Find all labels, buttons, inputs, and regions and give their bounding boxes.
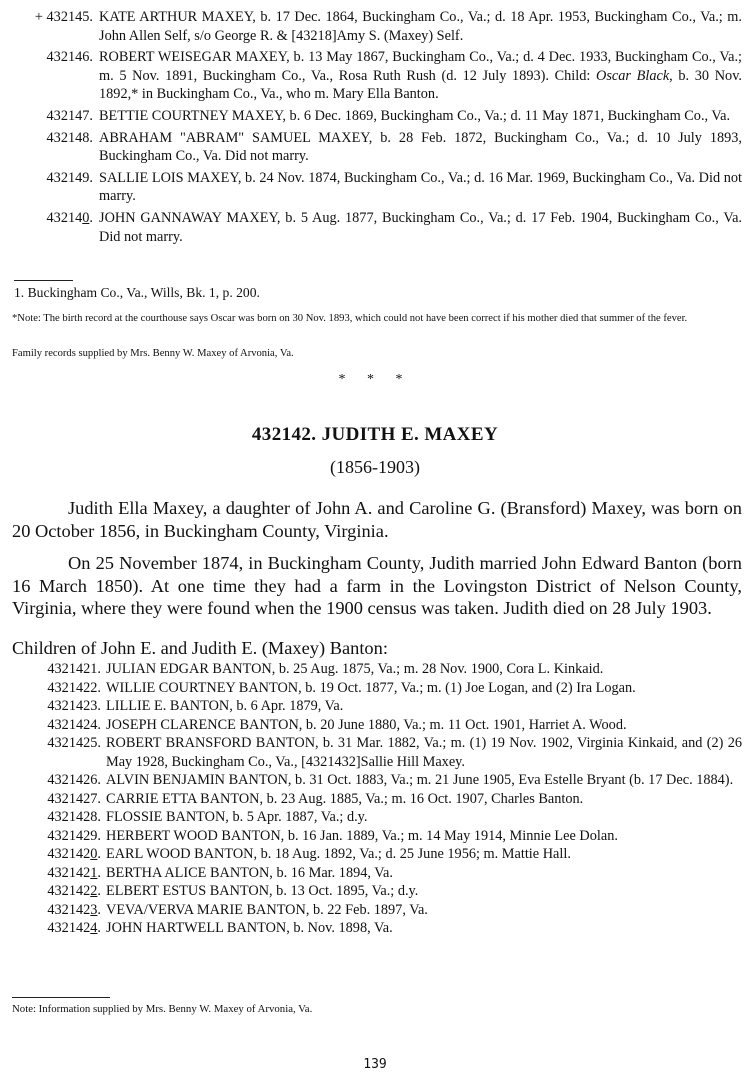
child-text: JULIAN EDGAR BANTON, b. 25 Aug. 1875, Va.; m. 28 Nov. 1900, Cora L. Kinkaid. bbox=[106, 661, 604, 677]
entry-number-end: . bbox=[89, 209, 93, 226]
entry-number-main: 43214 bbox=[46, 209, 83, 226]
list-item bbox=[12, 169, 742, 206]
list-item bbox=[12, 827, 742, 846]
child-number-end: . bbox=[97, 883, 101, 899]
entry-text-main: ROBERT WEISEGAR MAXEY, b. 13 May 1867, Buckingham Co., Va.; d. 4 Dec. 1933, Buckingham Co., Va.; m. 5 Nov. 1891, Buckingham Co., Va., Rosa Ruth Rush (d. 12 July 1893). Child: bbox=[99, 49, 742, 84]
list-item bbox=[12, 209, 742, 246]
list-item bbox=[12, 679, 742, 698]
entry-number: + 432145. bbox=[34, 9, 93, 25]
footnote-rule bbox=[14, 280, 73, 281]
child-number-underlined: 0 bbox=[90, 846, 98, 862]
child-number-end: . bbox=[97, 901, 101, 918]
child-text: WILLIE COURTNEY BANTON, b. 19 Oct. 1877, Va.; m. (1) Joe Logan, and (2) Ira Logan. bbox=[106, 679, 636, 696]
paragraph-text: Judith Ella Maxey, a daughter of John A. and Caroline G. (Bransford) Maxey, was born on 20 October 1856, in Buckingham County, Virginia. bbox=[12, 498, 742, 541]
child-name-italic: Oscar Black bbox=[596, 67, 670, 84]
child-number: 4321424. bbox=[47, 716, 101, 733]
list-item bbox=[12, 8, 742, 45]
list-item bbox=[12, 790, 742, 809]
child-number: 4321428. bbox=[47, 809, 101, 825]
child-number: 4321427. bbox=[47, 790, 101, 807]
child-number-main: 432142 bbox=[47, 901, 91, 918]
child-number: 4321423. bbox=[47, 698, 101, 714]
entry-number: 432149. bbox=[46, 169, 93, 186]
entry-number: 432148. bbox=[46, 129, 93, 146]
page-number: 139 bbox=[363, 1057, 387, 1072]
entry-number: 432147. bbox=[46, 107, 93, 124]
child-text: ALVIN BENJAMIN BANTON, b. 31 Oct. 1883, Va.; m. 21 June 1905, Eva Estelle Bryant (b. 17 Dec. 1884). bbox=[106, 772, 734, 788]
child-text: FLOSSIE BANTON, b. 5 Apr. 1887, Va.; d.y. bbox=[106, 809, 368, 825]
child-text: LILLIE E. BANTON, b. 6 Apr. 1879, Va. bbox=[106, 698, 344, 714]
list-item bbox=[12, 808, 742, 827]
children-heading: Children of John E. and Judith E. (Maxey) Banton: bbox=[12, 638, 388, 658]
children-list bbox=[12, 660, 742, 938]
child-number bbox=[12, 919, 106, 938]
entry-number-underlined: 0 bbox=[82, 209, 90, 226]
child-text: EARL WOOD BANTON, b. 18 Aug. 1892, Va.; d. 25 June 1956; m. Mattie Hall. bbox=[106, 846, 571, 862]
child-number-underlined: 4 bbox=[90, 920, 98, 936]
family-records-note: Family records supplied by Mrs. Benny W. Maxey of Arvonia, Va. bbox=[12, 348, 294, 359]
entry-text: JOHN GANNAWAY MAXEY, b. 5 Aug. 1877, Buckingham Co., Va.; d. 17 Feb. 1904, Buckingham Co., Va. Did not marry. bbox=[99, 209, 742, 245]
entry-number bbox=[12, 209, 99, 246]
paragraph bbox=[12, 552, 742, 620]
entry-number: 432146. bbox=[46, 49, 93, 66]
child-text: VEVA/VERVA MARIE BANTON, b. 22 Feb. 1897, Va. bbox=[106, 901, 428, 918]
child-number: 4321429. bbox=[47, 827, 101, 844]
child-text: JOHN HARTWELL BANTON, b. Nov. 1898, Va. bbox=[106, 920, 393, 936]
child-text: JOSEPH CLARENCE BANTON, b. 20 June 1880, Va.; m. 11 Oct. 1901, Harriet A. Wood. bbox=[106, 716, 627, 733]
footnote: Note: Information supplied by Mrs. Benny W. Maxey of Arvonia, Va. bbox=[12, 1003, 313, 1015]
child-number bbox=[12, 864, 106, 883]
child-number-underlined: 1 bbox=[90, 864, 98, 881]
child-text: ELBERT ESTUS BANTON, b. 13 Oct. 1895, Va.; d.y. bbox=[106, 883, 419, 899]
list-item bbox=[12, 845, 742, 864]
list-item bbox=[12, 919, 742, 938]
entry-text-tail: , b. 30 Nov. 1892,* in Buckingham Co., Va., who m. Mary Ella Banton. bbox=[99, 67, 742, 103]
section-heading: 432142. JUDITH E. MAXEY bbox=[251, 424, 499, 445]
child-number-main: 432142 bbox=[47, 846, 91, 862]
list-item bbox=[12, 107, 742, 126]
list-item bbox=[12, 716, 742, 735]
footnote: 1. Buckingham Co., Va., Wills, Bk. 1, p. 200. bbox=[14, 285, 260, 300]
list-item bbox=[12, 660, 742, 679]
child-number: 4321421. bbox=[47, 661, 101, 677]
child-number-end: . bbox=[97, 920, 101, 936]
child-number-underlined: 3 bbox=[90, 901, 98, 918]
entry-text: KATE ARTHUR MAXEY, b. 17 Dec. 1864, Buckingham Co., Va.; d. 18 Apr. 1953, Buckingham Co., Va.; m. John Allen Self, s/o George R. & [43218]Amy S. (Maxey) Self. bbox=[99, 9, 742, 44]
child-text: BERTHA ALICE BANTON, b. 16 Mar. 1894, Va. bbox=[106, 864, 393, 881]
list-item bbox=[12, 901, 742, 920]
child-number-main: 432142 bbox=[47, 883, 91, 899]
paragraph-text: On 25 November 1874, in Buckingham County, Judith married John Edward Banton (born 16 March 1850). At one time they had a farm in the Lovingston District of Nelson County, Virginia, where they were found when the 1900 census was taken. Judith died on 28 July 1903. bbox=[12, 553, 742, 618]
entry-text: BETTIE COURTNEY MAXEY, b. 6 Dec. 1869, Buckingham Co., Va.; d. 11 May 1871, Buckingham Co., Va. bbox=[99, 107, 731, 124]
list-item bbox=[12, 882, 742, 901]
list-item bbox=[12, 129, 742, 166]
child-number-main: 432142 bbox=[47, 920, 91, 936]
entry-text bbox=[99, 48, 742, 104]
child-number: 4321425. bbox=[47, 735, 101, 751]
child-text: ROBERT BRANSFORD BANTON, b. 31 Mar. 1882, Va.; m. (1) 19 Nov. 1902, Virginia Kinkaid, and (2) 26 May 1928, Buckingham Co., Va., [4321432]Sallie Hill Maxey. bbox=[106, 735, 742, 770]
child-number: 4321422. bbox=[47, 679, 101, 696]
section-dates: (1856-1903) bbox=[330, 457, 420, 477]
child-number bbox=[12, 901, 106, 920]
child-number-end: . bbox=[97, 846, 101, 862]
child-number-main: 432142 bbox=[47, 864, 91, 881]
list-item bbox=[12, 697, 742, 716]
child-number: 4321426. bbox=[47, 772, 101, 788]
child-number bbox=[12, 845, 106, 864]
list-item bbox=[12, 771, 742, 790]
paragraph bbox=[12, 497, 742, 542]
footnote-rule bbox=[12, 997, 110, 998]
entry-text: SALLIE LOIS MAXEY, b. 24 Nov. 1874, Buckingham Co., Va.; d. 16 Mar. 1969, Buckingham Co., Va. Did not marry. bbox=[99, 169, 742, 205]
list-item bbox=[12, 734, 742, 771]
note-oscar: *Note: The birth record at the courthouse says Oscar was born on 30 Nov. 1893, which could not have been correct if his mother died that summer of the fever. bbox=[12, 313, 688, 324]
list-item bbox=[12, 864, 742, 883]
child-text: CARRIE ETTA BANTON, b. 23 Aug. 1885, Va.; m. 16 Oct. 1907, Charles Banton. bbox=[106, 790, 584, 807]
entry-text: ABRAHAM "ABRAM" SAMUEL MAXEY, b. 28 Feb. 1872, Buckingham Co., Va.; d. 10 July 1893, Buckingham Co., Va. Did not marry. bbox=[99, 129, 742, 165]
entries-list bbox=[12, 8, 742, 249]
child-number-end: . bbox=[97, 864, 101, 881]
section-separator: * * * bbox=[338, 372, 412, 387]
child-text: HERBERT WOOD BANTON, b. 16 Jan. 1889, Va.; m. 14 May 1914, Minnie Lee Dolan. bbox=[106, 827, 618, 844]
child-number-underlined: 2 bbox=[90, 883, 98, 899]
list-item bbox=[12, 48, 742, 104]
child-number bbox=[12, 882, 106, 901]
